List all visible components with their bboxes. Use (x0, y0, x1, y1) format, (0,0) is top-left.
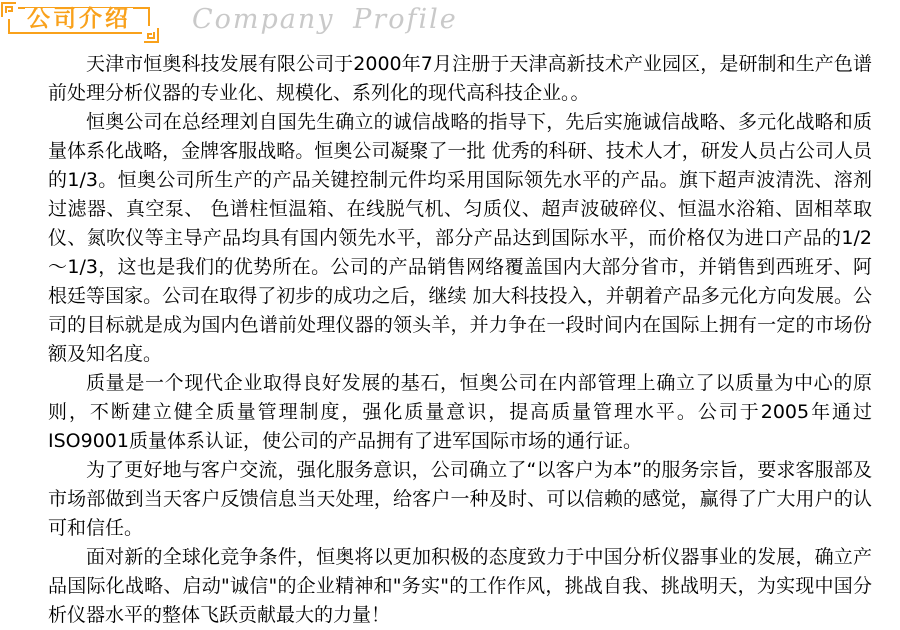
knot-ornament-bottomright-icon (142, 26, 162, 46)
paragraph-quality: 质量是一个现代企业取得良好发展的基石，恒奥公司在内部管理上确立了以质量为中心的原则，不断建立健全质量管理制度，强化质量意识，提高质量管理水平。公司于2005年通过ISO9001质量体系认证，使公司的产品拥有了进军国际市场的通行证。 (48, 372, 872, 452)
paragraph-intro: 天津市恒奥科技发展有限公司于2000年7月注册于天津高新技术产业园区，是研制和生产色谱前处理分析仪器的专业化、规模化、系列化的现代高科技企业。。 (48, 53, 872, 104)
page-title-english: Company Profile (192, 4, 458, 35)
paragraph-strategy: 恒奥公司在总经理刘自国先生确立的诚信战略的指导下，先后实施诚信战略、多元化战略和质量体系化战略，金牌客服战略。恒奥公司凝聚了一批 优秀的科研、技术人才，研发人员占公司人员的1/3。恒奥公司所生产的产品关键控制元件均采用国际领先水平的产品。旗下超声波清洗、溶剂过滤器、真空泵、 色谱柱恒温箱、在线脱气机、匀质仪、超声波破碎仪、恒温水浴箱、固相萃取仪、氮吹仪等主导产品均具有国内领先水平，部分产品达到国际水平，而价格仅为进口产品的1/2～1/3，这也是我们的优势所在。公司的产品销售网络覆盖国内大部分省市，并销售到西班牙、阿根廷等国家。公司在取得了初步的成功之后，继续 加大科技投入，并朝着产品多元化方向发展。公司的目标就是成为国内色谱前处理仪器的领头羊，并力争在一段时间内在国际上拥有一定的市场份额及知名度。 (48, 111, 872, 365)
page-header (0, 0, 900, 46)
paragraph-outlook: 面对新的全球化竞争条件，恒奥将以更加积极的态度致力于中国分析仪器事业的发展，确立产品国际化战略、启动"诚信"的企业精神和"务实"的工作作风，挑战自我、挑战明天，为实现中国分析仪器水平的整体飞跃贡献最大的力量！ (48, 546, 872, 626)
section-title-badge (8, 7, 150, 34)
profile-text (0, 46, 900, 630)
paragraph-service: 为了更好地与客户交流，强化服务意识，公司确立了“以客户为本”的服务宗旨，要求客服部及市场部做到当天客户反馈信息当天处理，给客户一种及时、可以信赖的感觉，赢得了广大用户的认可和信任。 (48, 459, 872, 539)
page-title: 公司介绍 (27, 6, 131, 32)
knot-ornament-topleft-icon (0, 0, 18, 19)
